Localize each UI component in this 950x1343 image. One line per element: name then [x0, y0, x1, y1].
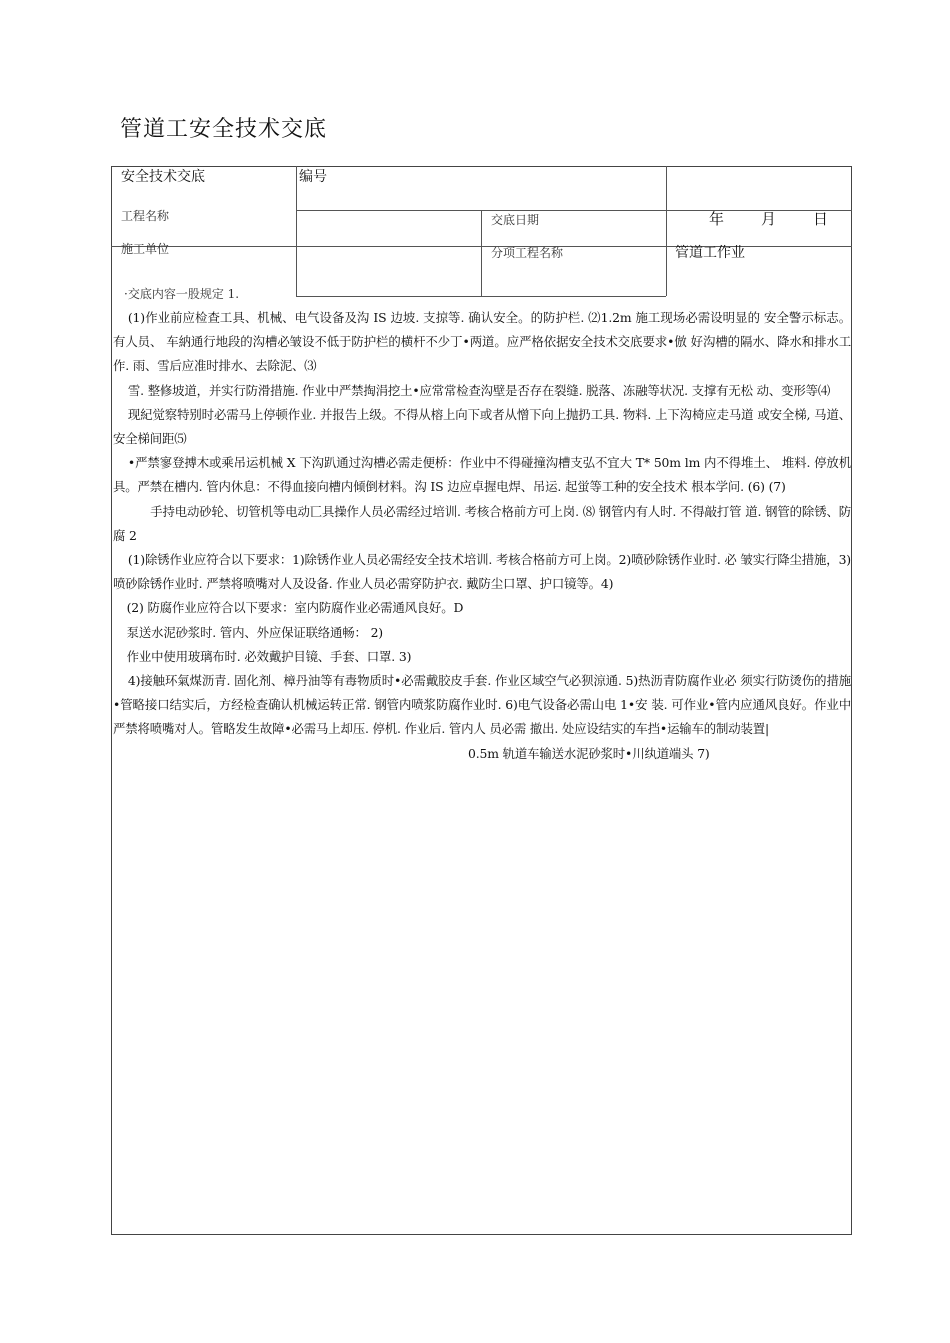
col-divider-3 — [666, 166, 667, 296]
date-month: 月 — [761, 210, 777, 228]
project-name-label: 工程名称 — [121, 209, 170, 223]
content-paragraph: 雪. 整修坡道，并实行防滑措施. 作业中严禁掏涓挖土•应常常检查沟壁是否存在裂缝. 脱落、冻融等状况. 支撑有无松 动、变形等⑷ — [127, 382, 831, 398]
content-paragraph: •严禁寥登搏木或乘吊运机械 X 下沟趴通过沟槽必需走便桥：作业中不得碰撞沟槽支弘不宜大 T* 50m lm 内不得堆土、 堆料. 停放机具。严禁在槽内. 管内休息：不得血接向槽内倾倒材料。沟 IS 边应卓握电焊、吊运. 起蛍等工种的安全技术 根本学问. (6) (7) — [113, 455, 851, 495]
disclosure-content — [113, 306, 851, 766]
content-paragraph: (2) 防腐作业应符合以下要求：室内防腐作业必需通风良好。D — [126, 600, 464, 616]
disclosure-date-label: 交底日期 — [491, 213, 540, 227]
content-paragraph: (1)除锈作业应符合以下要求：1)除锈作业人员必需经安全技术培训. 考核合格前方可上岗。2)喷砂除锈作业时. 必 皱实行降尘措施，3)喷砂除锈作业时. 严禁将喷嘴对人及设备. 作业人员必需穿防护衣. 戴防尘口罩、护口镜等。4) — [113, 552, 851, 592]
col-divider-1 — [296, 166, 297, 296]
sub-project-value: 管道工作业 — [675, 245, 745, 261]
content-paragraph: 泵送水泥砂浆时. 管内、外应保证联络通畅： 2) — [126, 624, 383, 640]
date-day: 日 — [813, 210, 829, 228]
content-paragraph: 0.5m 轨道车输送水泥砂浆时•川纨道端头 7) — [468, 745, 710, 761]
col-divider-2 — [481, 210, 482, 296]
date-year: 年 — [709, 210, 725, 228]
document-title: 管道工安全技术交底 — [120, 117, 328, 142]
sub-project-label: 分项工程名称 — [491, 246, 564, 260]
construction-unit-label: 施工单位 — [121, 242, 170, 256]
content-paragraph: (1)作业前应检查工具、机械、电气设备及沟 IS 边坡. 支掠等. 确认安全。的防护栏. ⑵1.2m 施工现场必需设明显的 安全警示标志。有人员、 车納通行地段的沟槽必皱设不低于防护栏的横杆不少丁•两道。应严格依据安全技术交底要求•倣 好沟槽的隔水、降水和排水工作. 雨、雪后应准时排水、去除泥、⑶ — [113, 310, 851, 374]
content-intro: ·交底内容一股规定 1. — [124, 287, 240, 301]
content-paragraph: 手持电动砂轮、切管机等电动匸具操作人员必需经过培训. 考核合格前方可上岗. ⑻ 钢管内有人时. 不得敲打管 道. 钢管的除锈、防腐 2 — [113, 503, 851, 543]
number-label: 编号 — [299, 169, 327, 185]
content-paragraph: 4)接触环氣煤沥青. 固化剂、樟丹油等有毒物质时•必需戴胶皮手套. 作业区域空气必狈涼通. 5)热沥青防腐作业必 须实行防烫伤的措施•管略接口结实后，方经检查确认机械运转正常. 钢管内喷浆防腐作业时. 6)电气设备必需山电 1•安 装. 可作业•管内应通风良好。作业中严禁将喷嘴对人。管略发生故障•必需马上却压. 停机. 作业后. 管内人 员必需 撤出. 处应设结实的车挡•运输车的制动装置| — [113, 673, 851, 737]
form-type-label: 安全技术交底 — [121, 169, 205, 185]
row-divider-3 — [296, 296, 666, 297]
content-paragraph: 现紀觉察特别时必需马上停顿作业. 并报告上级。不得从榕上向下或者从憎下向上抛扔工具. 物料. 上下沟椅应走马道 或安全梯, 马道、安全梯间距⑸ — [113, 406, 851, 447]
content-paragraph: 作业中使用玻璃布时. 必效戴护目镜、手套、口罩. 3) — [126, 648, 412, 664]
